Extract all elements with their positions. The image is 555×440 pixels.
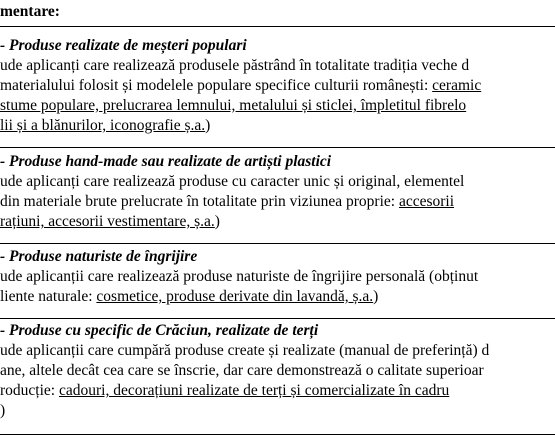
category-block-4 bbox=[0, 321, 555, 421]
category-title: - Produse realizate de meșteri populari bbox=[0, 37, 247, 54]
underlined-example-text: accesorii bbox=[398, 193, 455, 210]
category-description-line bbox=[0, 267, 555, 287]
category-description-line bbox=[0, 361, 555, 381]
category-description-line bbox=[0, 287, 555, 307]
description-text: ) bbox=[373, 288, 379, 305]
category-description-line bbox=[0, 96, 555, 116]
underlined-example-text: lii și a blănurilor, iconografie ș.a. bbox=[0, 117, 206, 134]
description-text: ) bbox=[0, 402, 6, 419]
description-text: roducție: bbox=[0, 382, 59, 399]
underlined-example-text: cosmetice, produse derivate din lavandă, ș.a. bbox=[96, 288, 374, 305]
description-text: ude aplicanți care realizează produsele păstrând în totalitate tradiția veche d bbox=[0, 57, 470, 74]
category-block-1 bbox=[0, 36, 555, 136]
table-rule bbox=[0, 243, 555, 244]
description-text: ude aplicanții care cumpără produse create și realizate (manual de preferință) d bbox=[0, 342, 490, 359]
underlined-example-text: stume populare, prelucrarea lemnului, metalului și sticlei, împletitul fibrelo bbox=[0, 97, 467, 114]
description-text: ane, altele decât cea care se înscrie, dar care demonstrează o calitate superioar bbox=[0, 362, 484, 379]
category-description-line bbox=[0, 76, 555, 96]
description-text: ) bbox=[214, 213, 220, 230]
description-text: materialului folosit și modelele populare specifice culturii românești: bbox=[0, 77, 433, 94]
underlined-example-text: ceramic bbox=[432, 77, 482, 94]
category-block-2 bbox=[0, 152, 555, 232]
description-text: din materiale brute prelucrate în totalitate prin viziunea proprie: bbox=[0, 193, 399, 210]
category-title: - Produse cu specific de Crăciun, realizate de terți bbox=[0, 322, 319, 339]
description-text: ude aplicanți care realizează produse cu caracter unic și original, elementel bbox=[0, 173, 465, 190]
description-text: ) bbox=[205, 117, 211, 134]
category-title: - Produse hand-made sau realizate de artiști plastici bbox=[0, 153, 332, 170]
table-rule bbox=[0, 318, 555, 319]
description-text: ude aplicanții care realizează produse naturiste de îngrijire personală (obținut bbox=[0, 268, 479, 285]
table-rule bbox=[0, 434, 555, 435]
category-title: - Produse naturiste de îngrijire bbox=[0, 248, 198, 265]
category-description-line bbox=[0, 56, 555, 76]
table-rule bbox=[0, 147, 555, 148]
category-description-line bbox=[0, 381, 555, 401]
category-block-3 bbox=[0, 247, 555, 307]
category-description-line bbox=[0, 172, 555, 192]
description-text: liente naturale: bbox=[0, 288, 97, 305]
category-description-line bbox=[0, 116, 555, 136]
underlined-example-text: rațiuni, accesorii vestimentare, ș.a. bbox=[0, 213, 215, 230]
category-description-line bbox=[0, 401, 555, 421]
table-rule bbox=[0, 26, 555, 27]
category-description-line bbox=[0, 192, 555, 212]
category-description-line bbox=[0, 341, 555, 361]
underlined-example-text: cadouri, decorațiuni realizate de terți și comercializate în cadru bbox=[58, 382, 450, 399]
section-heading: mentare: bbox=[0, 3, 60, 20]
category-description-line bbox=[0, 212, 555, 232]
